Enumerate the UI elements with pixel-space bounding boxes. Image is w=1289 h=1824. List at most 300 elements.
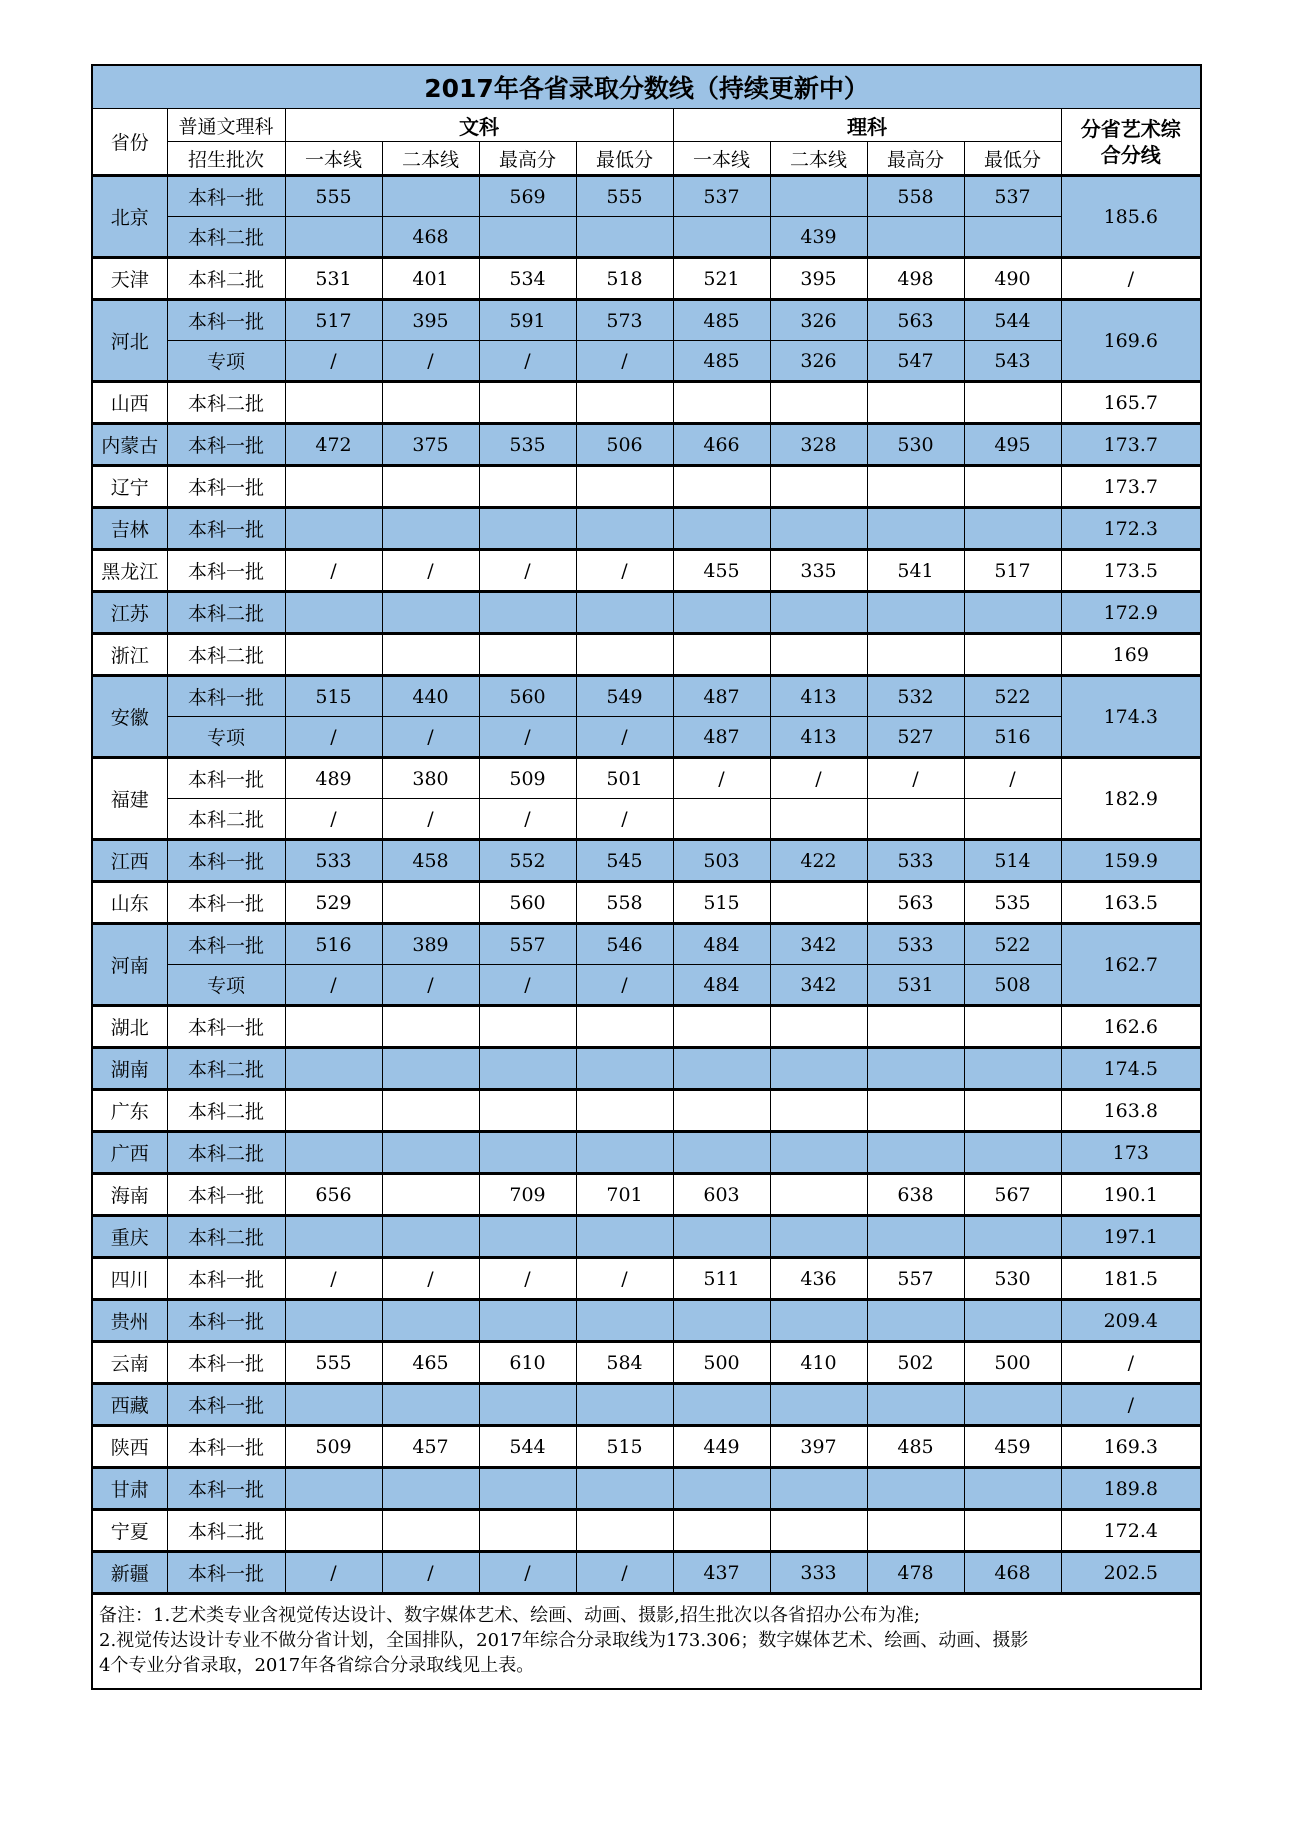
score-cell: [382, 1090, 479, 1132]
batch-name: 本科一批: [167, 1342, 285, 1384]
batch-name: 本科一批: [167, 1384, 285, 1426]
score-cell: 584: [576, 1342, 673, 1384]
art-score-cell: 173.7: [1061, 466, 1201, 508]
admission-score-table: [91, 64, 1202, 1690]
score-cell: 326: [770, 341, 867, 382]
score-cell: 410: [770, 1342, 867, 1384]
score-cell: [770, 1300, 867, 1342]
score-cell: 485: [673, 300, 770, 341]
score-cell: /: [479, 341, 576, 382]
table-row: [92, 550, 1201, 592]
score-cell: 401: [382, 258, 479, 300]
score-cell: /: [285, 341, 382, 382]
table-row: [92, 634, 1201, 676]
score-cell: 535: [479, 424, 576, 466]
score-cell: 436: [770, 1258, 867, 1300]
art-score-cell: 169.6: [1061, 300, 1201, 382]
score-cell: 413: [770, 676, 867, 717]
province-group: [92, 1552, 1201, 1594]
score-cell: 413: [770, 717, 867, 758]
score-cell: 543: [964, 341, 1061, 382]
score-cell: [285, 1090, 382, 1132]
score-cell: 509: [479, 758, 576, 799]
province-group: [92, 1468, 1201, 1510]
province-name: 福建: [92, 758, 167, 840]
batch-name: 本科一批: [167, 676, 285, 717]
table-row: [92, 217, 1201, 258]
score-cell: [867, 1510, 964, 1552]
score-cell: 509: [285, 1426, 382, 1468]
score-cell: [382, 176, 479, 217]
score-cell: /: [576, 799, 673, 840]
score-cell: [382, 382, 479, 424]
province-group: [92, 882, 1201, 924]
score-cell: 514: [964, 840, 1061, 882]
art-score-cell: 169: [1061, 634, 1201, 676]
score-cell: [770, 592, 867, 634]
score-cell: [382, 882, 479, 924]
score-cell: [673, 1468, 770, 1510]
score-cell: 455: [673, 550, 770, 592]
score-cell: 522: [964, 924, 1061, 965]
score-cell: [382, 592, 479, 634]
batch-name: 本科一批: [167, 550, 285, 592]
score-cell: 487: [673, 676, 770, 717]
score-cell: [479, 466, 576, 508]
province-group: [92, 1216, 1201, 1258]
score-cell: [382, 1300, 479, 1342]
score-cell: 701: [576, 1174, 673, 1216]
score-cell: [867, 382, 964, 424]
art-score-cell: 163.8: [1061, 1090, 1201, 1132]
province-name: 宁夏: [92, 1510, 167, 1552]
score-cell: [867, 1006, 964, 1048]
score-cell: 478: [867, 1552, 964, 1594]
score-cell: [479, 592, 576, 634]
table-row: [92, 799, 1201, 840]
score-cell: 516: [964, 717, 1061, 758]
score-cell: 533: [867, 924, 964, 965]
art-score-cell: 159.9: [1061, 840, 1201, 882]
province-name: 江西: [92, 840, 167, 882]
score-cell: /: [285, 550, 382, 592]
score-cell: /: [479, 799, 576, 840]
score-cell: 557: [479, 924, 576, 965]
score-cell: [382, 1468, 479, 1510]
table-row: [92, 1174, 1201, 1216]
batch-name: 本科一批: [167, 882, 285, 924]
score-cell: /: [576, 965, 673, 1006]
score-cell: [285, 382, 382, 424]
score-cell: 440: [382, 676, 479, 717]
score-cell: 466: [673, 424, 770, 466]
province-name: 北京: [92, 176, 167, 258]
art-score-cell: 172.9: [1061, 592, 1201, 634]
province-name: 广西: [92, 1132, 167, 1174]
batch-name: 本科二批: [167, 1216, 285, 1258]
score-cell: [285, 508, 382, 550]
score-cell: /: [382, 550, 479, 592]
art-score-cell: 202.5: [1061, 1552, 1201, 1594]
score-cell: 709: [479, 1174, 576, 1216]
batch-name: 本科二批: [167, 258, 285, 300]
province-group: [92, 1048, 1201, 1090]
table-row: [92, 1090, 1201, 1132]
score-cell: 489: [285, 758, 382, 799]
header-sub: 二本线: [382, 142, 479, 176]
province-name: 贵州: [92, 1300, 167, 1342]
score-cell: [770, 882, 867, 924]
table-row: [92, 592, 1201, 634]
table-row: [92, 466, 1201, 508]
score-cell: 516: [285, 924, 382, 965]
score-cell: 533: [867, 840, 964, 882]
province-name: 内蒙古: [92, 424, 167, 466]
score-cell: [576, 634, 673, 676]
score-cell: 498: [867, 258, 964, 300]
province-name: 山东: [92, 882, 167, 924]
score-cell: /: [479, 1258, 576, 1300]
score-cell: [382, 508, 479, 550]
province-group: [92, 508, 1201, 550]
score-cell: [673, 382, 770, 424]
table-row: [92, 1216, 1201, 1258]
score-cell: [382, 1006, 479, 1048]
table-row: [92, 1468, 1201, 1510]
batch-name: 本科二批: [167, 1510, 285, 1552]
score-cell: [964, 508, 1061, 550]
score-cell: 502: [867, 1342, 964, 1384]
score-cell: [867, 634, 964, 676]
score-cell: [770, 1174, 867, 1216]
table-row: [92, 508, 1201, 550]
score-cell: [382, 1216, 479, 1258]
score-cell: 465: [382, 1342, 479, 1384]
score-cell: [770, 1384, 867, 1426]
province-group: [92, 592, 1201, 634]
province-group: [92, 258, 1201, 300]
table-row: [92, 1006, 1201, 1048]
score-cell: [964, 466, 1061, 508]
province-group: [92, 676, 1201, 758]
score-cell: 517: [964, 550, 1061, 592]
province-group: [92, 1090, 1201, 1132]
province-group: [92, 634, 1201, 676]
score-cell: 439: [770, 217, 867, 258]
score-cell: 521: [673, 258, 770, 300]
score-cell: 547: [867, 341, 964, 382]
score-cell: 603: [673, 1174, 770, 1216]
province-group: [92, 424, 1201, 466]
score-cell: /: [382, 341, 479, 382]
table-row: [92, 965, 1201, 1006]
score-cell: 531: [285, 258, 382, 300]
table-row: [92, 717, 1201, 758]
header-wenke: 文科: [285, 109, 673, 142]
score-cell: 326: [770, 300, 867, 341]
province-name: 河北: [92, 300, 167, 382]
score-cell: 375: [382, 424, 479, 466]
province-group: [92, 550, 1201, 592]
score-cell: [576, 1468, 673, 1510]
score-cell: [770, 176, 867, 217]
score-cell: [285, 1006, 382, 1048]
score-cell: 522: [964, 676, 1061, 717]
table-row: [92, 1426, 1201, 1468]
art-score-cell: 174.3: [1061, 676, 1201, 758]
score-cell: 557: [867, 1258, 964, 1300]
score-cell: 544: [479, 1426, 576, 1468]
score-cell: /: [576, 1258, 673, 1300]
score-cell: 506: [576, 424, 673, 466]
score-cell: [673, 1300, 770, 1342]
batch-name: 本科二批: [167, 634, 285, 676]
table-row: [92, 882, 1201, 924]
score-cell: 515: [673, 882, 770, 924]
score-cell: [576, 508, 673, 550]
score-cell: 537: [964, 176, 1061, 217]
batch-name: 专项: [167, 965, 285, 1006]
score-cell: [285, 1384, 382, 1426]
batch-name: 专项: [167, 717, 285, 758]
score-cell: 517: [285, 300, 382, 341]
table-row: [92, 676, 1201, 717]
score-cell: [964, 1048, 1061, 1090]
province-group: [92, 1342, 1201, 1384]
score-cell: 458: [382, 840, 479, 882]
header-sub: 最低分: [576, 142, 673, 176]
score-cell: [285, 592, 382, 634]
score-cell: 558: [867, 176, 964, 217]
score-cell: [770, 1132, 867, 1174]
score-cell: 485: [673, 341, 770, 382]
score-cell: 555: [285, 1342, 382, 1384]
score-cell: [576, 1090, 673, 1132]
score-cell: [382, 466, 479, 508]
table-row: [92, 1342, 1201, 1384]
score-cell: [867, 1384, 964, 1426]
province-name: 广东: [92, 1090, 167, 1132]
table-row: [92, 1552, 1201, 1594]
batch-name: 本科一批: [167, 1258, 285, 1300]
score-cell: 549: [576, 676, 673, 717]
score-cell: 380: [382, 758, 479, 799]
score-cell: 569: [479, 176, 576, 217]
score-cell: 472: [285, 424, 382, 466]
art-score-cell: 189.8: [1061, 1468, 1201, 1510]
score-cell: [285, 634, 382, 676]
score-cell: 487: [673, 717, 770, 758]
table-row: [92, 758, 1201, 799]
score-cell: [576, 466, 673, 508]
score-cell: 515: [576, 1426, 673, 1468]
score-cell: 397: [770, 1426, 867, 1468]
score-cell: 560: [479, 676, 576, 717]
art-score-cell: 162.6: [1061, 1006, 1201, 1048]
batch-name: 本科一批: [167, 176, 285, 217]
score-cell: [479, 1510, 576, 1552]
score-cell: 573: [576, 300, 673, 341]
score-cell: [867, 1216, 964, 1258]
batch-name: 专项: [167, 341, 285, 382]
province-group: [92, 1510, 1201, 1552]
score-cell: [576, 217, 673, 258]
art-score-cell: 165.7: [1061, 382, 1201, 424]
art-score-cell: 190.1: [1061, 1174, 1201, 1216]
score-cell: [576, 1216, 673, 1258]
header-sub: 一本线: [285, 142, 382, 176]
art-score-cell: 174.5: [1061, 1048, 1201, 1090]
batch-name: 本科一批: [167, 1174, 285, 1216]
score-cell: /: [382, 1552, 479, 1594]
score-cell: [673, 634, 770, 676]
score-cell: 537: [673, 176, 770, 217]
score-cell: 501: [576, 758, 673, 799]
score-cell: 468: [964, 1552, 1061, 1594]
score-cell: [479, 217, 576, 258]
art-score-cell: 172.4: [1061, 1510, 1201, 1552]
header-art-line1: 分省艺术综: [1080, 116, 1181, 141]
table-row: [92, 1132, 1201, 1174]
score-sheet: [91, 64, 1200, 1690]
batch-name: 本科二批: [167, 217, 285, 258]
score-cell: /: [576, 717, 673, 758]
score-cell: 563: [867, 300, 964, 341]
score-cell: 560: [479, 882, 576, 924]
art-score-cell: /: [1061, 1384, 1201, 1426]
score-cell: [673, 1132, 770, 1174]
province-name: 四川: [92, 1258, 167, 1300]
province-name: 山西: [92, 382, 167, 424]
score-cell: [770, 1006, 867, 1048]
score-cell: [673, 217, 770, 258]
score-cell: [770, 799, 867, 840]
score-cell: 389: [382, 924, 479, 965]
score-cell: 567: [964, 1174, 1061, 1216]
score-cell: [285, 1510, 382, 1552]
score-cell: 545: [576, 840, 673, 882]
province-group: [92, 1384, 1201, 1426]
score-cell: /: [479, 550, 576, 592]
score-cell: [382, 1384, 479, 1426]
score-cell: 638: [867, 1174, 964, 1216]
province-group: [92, 924, 1201, 1006]
score-cell: 508: [964, 965, 1061, 1006]
score-cell: 533: [285, 840, 382, 882]
score-cell: [867, 508, 964, 550]
score-cell: [285, 1132, 382, 1174]
table-notes: [92, 1594, 1201, 1690]
score-cell: [382, 1174, 479, 1216]
art-score-cell: 163.5: [1061, 882, 1201, 924]
score-cell: [964, 1132, 1061, 1174]
score-cell: 515: [285, 676, 382, 717]
score-cell: /: [285, 799, 382, 840]
score-cell: 610: [479, 1342, 576, 1384]
score-cell: [770, 1048, 867, 1090]
art-score-cell: 173: [1061, 1132, 1201, 1174]
score-cell: [479, 508, 576, 550]
score-cell: [867, 466, 964, 508]
header-sub: 二本线: [770, 142, 867, 176]
table-row: [92, 1384, 1201, 1426]
score-cell: 457: [382, 1426, 479, 1468]
art-score-cell: 182.9: [1061, 758, 1201, 840]
province-group: [92, 1006, 1201, 1048]
batch-name: 本科一批: [167, 1468, 285, 1510]
score-cell: 532: [867, 676, 964, 717]
score-cell: 342: [770, 965, 867, 1006]
batch-name: 本科一批: [167, 1552, 285, 1594]
score-cell: [673, 1510, 770, 1552]
score-cell: 511: [673, 1258, 770, 1300]
batch-name: 本科二批: [167, 592, 285, 634]
score-cell: 437: [673, 1552, 770, 1594]
batch-name: 本科二批: [167, 1132, 285, 1174]
score-cell: /: [770, 758, 867, 799]
table-row: [92, 176, 1201, 217]
table-row: [92, 341, 1201, 382]
batch-name: 本科二批: [167, 799, 285, 840]
score-cell: [867, 1300, 964, 1342]
batch-name: 本科一批: [167, 1300, 285, 1342]
score-cell: /: [673, 758, 770, 799]
table-row: [92, 840, 1201, 882]
score-cell: /: [479, 965, 576, 1006]
header-province: 省份: [92, 109, 167, 176]
table-row: [92, 258, 1201, 300]
art-score-cell: 173.7: [1061, 424, 1201, 466]
batch-name: 本科一批: [167, 466, 285, 508]
score-cell: /: [576, 1552, 673, 1594]
table-row: [92, 300, 1201, 341]
score-cell: [576, 1006, 673, 1048]
score-cell: 656: [285, 1174, 382, 1216]
art-score-cell: 185.6: [1061, 176, 1201, 258]
score-cell: [285, 1048, 382, 1090]
score-cell: [382, 1510, 479, 1552]
province-name: 江苏: [92, 592, 167, 634]
score-cell: [576, 1048, 673, 1090]
score-cell: [964, 1384, 1061, 1426]
batch-name: 本科一批: [167, 924, 285, 965]
score-cell: 527: [867, 717, 964, 758]
score-cell: [479, 1384, 576, 1426]
header-art-line2: 合分线: [1100, 142, 1161, 167]
score-cell: 500: [673, 1342, 770, 1384]
score-cell: 342: [770, 924, 867, 965]
score-cell: [479, 1300, 576, 1342]
header-sub: 最高分: [479, 142, 576, 176]
score-cell: [285, 1468, 382, 1510]
score-cell: 335: [770, 550, 867, 592]
score-cell: [285, 217, 382, 258]
province-group: [92, 382, 1201, 424]
batch-name: 本科一批: [167, 300, 285, 341]
score-cell: 495: [964, 424, 1061, 466]
score-cell: [770, 1090, 867, 1132]
score-cell: 484: [673, 924, 770, 965]
province-group: [92, 1258, 1201, 1300]
score-cell: [576, 592, 673, 634]
score-cell: [382, 634, 479, 676]
table-row: [92, 424, 1201, 466]
score-cell: 484: [673, 965, 770, 1006]
score-cell: 395: [770, 258, 867, 300]
province-name: 安徽: [92, 676, 167, 758]
score-cell: 563: [867, 882, 964, 924]
score-cell: [964, 382, 1061, 424]
